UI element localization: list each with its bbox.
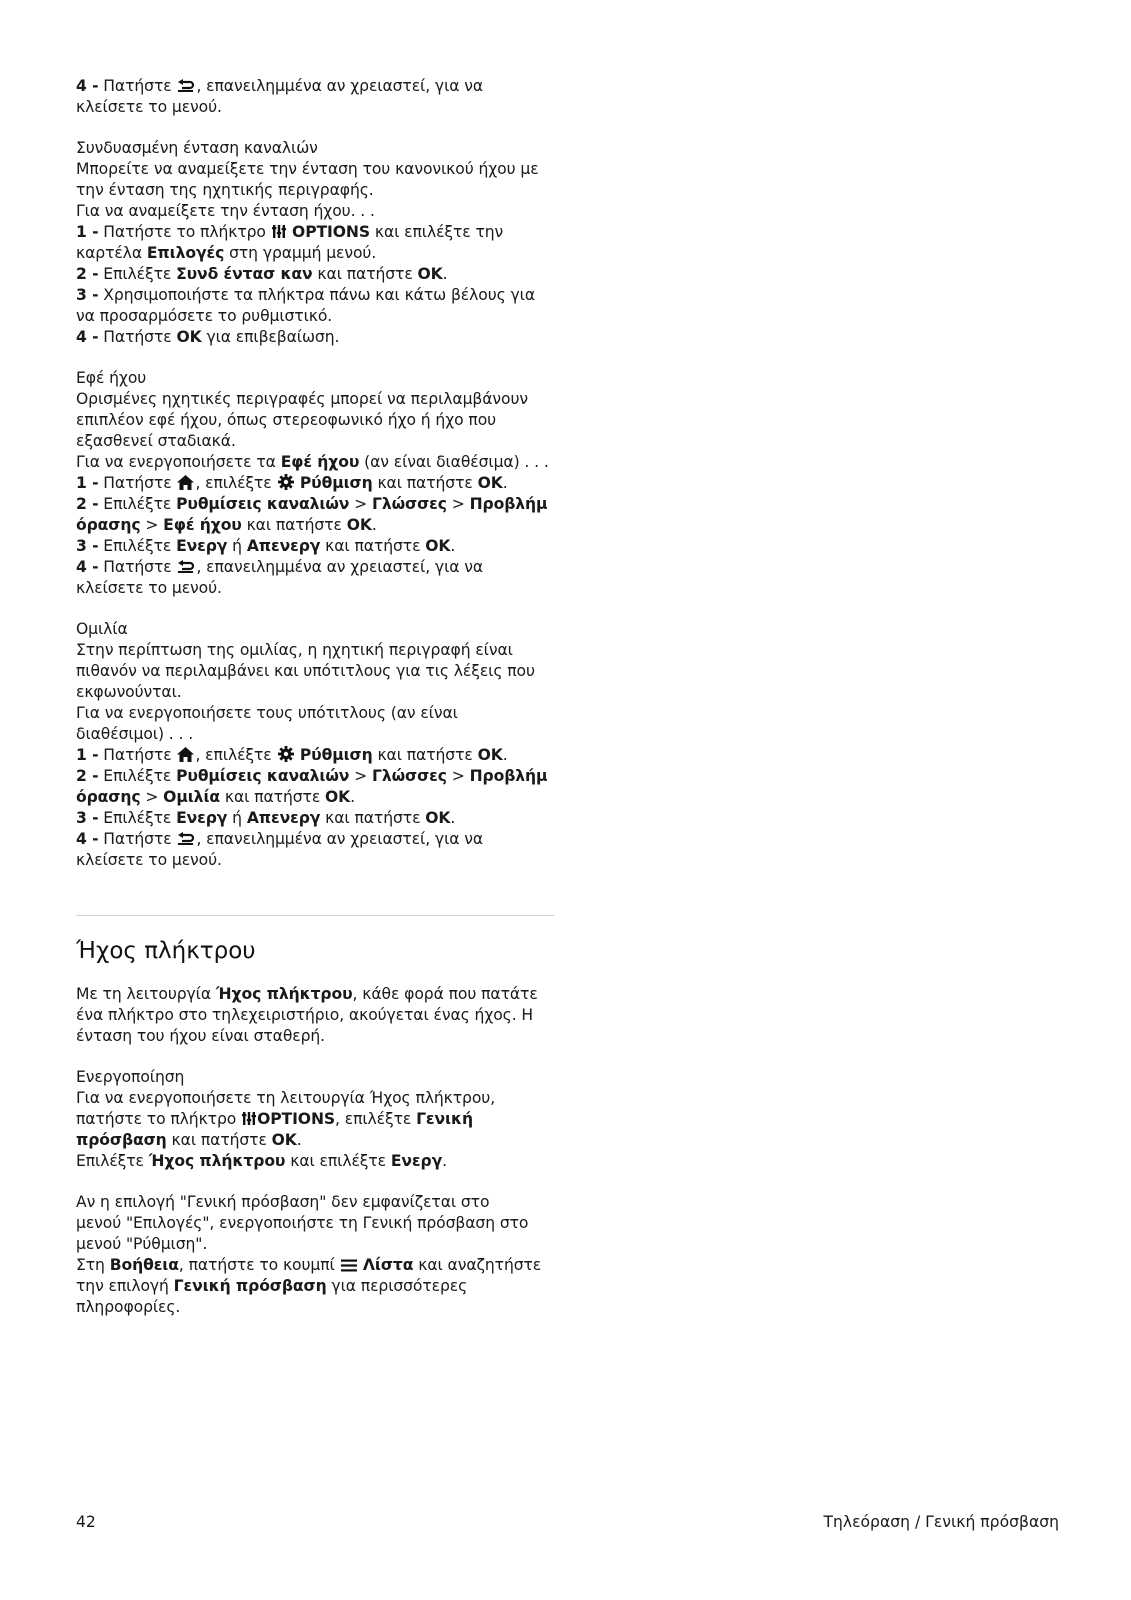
page-body <box>76 76 558 1338</box>
settings-gear-icon <box>278 746 294 762</box>
subsection-title: Ενεργοποίηση <box>76 1068 185 1086</box>
settings-gear-icon <box>278 474 294 490</box>
step-line: 4 - Πατήστε , επανειλημμένα αν χρειαστεί, για να <box>76 77 484 95</box>
home-icon <box>177 475 194 490</box>
section-heading: Ήχος πλήκτρου <box>76 938 256 964</box>
section-sound-effects: Εφέ ήχου Ορισμένες ηχητικές περιγραφές μπορεί να περιλαμβάνουν επιπλέον εφέ ήχου, όπως στερεοφωνικό ήχο ή ήχο που εξασθενεί σταδιακά. Για να ενεργοποιήσετε τα Εφέ ήχου (αν είναι διαθέσιμα) . . . 1 - Πατήστε , επιλέξτε Ρύθμιση και πατήστε OK. 2 - Επιλέξτε Ρυθμίσεις καναλιών > Γλώσσες > Προβλήμ όρασης > Εφέ ήχου και πατήστε OK. 3 - Επιλέξτε Ενεργ ή Απενεργ και πατήστε OK. 4 - Πατήστε , επανειλημμένα αν χρειαστεί, για να κλείσετε το μενού. <box>76 368 558 599</box>
subsection-title: Εφέ ήχου <box>76 369 147 387</box>
step-line: 3 - Επιλέξτε Ενεργ ή Απενεργ και πατήστε OK. <box>76 809 456 827</box>
step-line: 2 - Επιλέξτε Ρυθμίσεις καναλιών > Γλώσσες > Προβλήμ <box>76 495 548 513</box>
options-icon <box>242 1111 256 1126</box>
page-number: 42 <box>76 1513 96 1531</box>
step-line: 1 - Πατήστε το πλήκτρο OPTIONS και επιλέξτε την <box>76 223 504 241</box>
section-mixed-volume: Συνδυασμένη ένταση καναλιών Μπορείτε να αναμείξετε την ένταση του κανονικού ήχου με την ένταση της ηχητικής περιγραφής. Για να αναμείξετε την ένταση ήχου. . . 1 - Πατήστε το πλήκτρο OPTIONS και επιλέξτε την καρτέλα Επιλογές στη γραμμή μενού. 2 - Επιλέξτε Συνδ έντασ καν και πατήστε OK. 3 - Χρησιμοποιήστε τα πλήκτρα πάνω και κάτω βέλους για να προσαρμόσετε το ρυθμιστικό. 4 - Πατήστε OK για επιβεβαίωση. <box>76 138 558 348</box>
footer-section-title: Τηλεόραση / Γενική πρόσβαση <box>823 1513 1059 1531</box>
section-divider <box>76 915 554 916</box>
step-line: 4 - Πατήστε , επανειλημμένα αν χρειαστεί, για να <box>76 558 484 576</box>
section-close-menu: 4 - Πατήστε , επανειλημμένα αν χρειαστεί, για να κλείσετε το μενού. <box>76 76 558 118</box>
step-line: 4 - Πατήστε , επανειλημμένα αν χρειαστεί, για να <box>76 830 484 848</box>
section-accessibility-note: Αν η επιλογή "Γενική πρόσβαση" δεν εμφανίζεται στο μενού "Επιλογές", ενεργοποιήστε τη Γενική πρόσβαση στο μενού "Ρύθμιση". Στη Βοήθεια, πατήστε το κουμπί Λίστα και αναζητήστε την επιλογή Γενική πρόσβαση για περισσότερες πληροφορίες. <box>76 1193 542 1316</box>
back-icon <box>177 560 195 574</box>
subsection-title: Συνδυασμένη ένταση καναλιών <box>76 139 318 157</box>
section-speech: Ομιλία Στην περίπτωση της ομιλίας, η ηχητική περιγραφή είναι πιθανόν να περιλαμβάνει και υπότιτλους για τις λέξεις που εκφωνούνται. Για να ενεργοποιήσετε τους υπότιτλους (αν είναι διαθέσιμοι) . . . 1 - Πατήστε , επιλέξτε Ρύθμιση και πατήστε OK. 2 - Επιλέξτε Ρυθμίσεις καναλιών > Γλώσσες > Προβλήμ όρασης > Ομιλία και πατήστε OK. 3 - Επιλέξτε Ενεργ ή Απενεργ και πατήστε OK. 4 - Πατήστε , επανειλημμένα αν χρειαστεί, για να κλείσετε το μενού. <box>76 619 558 871</box>
step-line: 2 - Επιλέξτε Συνδ έντασ καν και πατήστε OK. <box>76 265 448 283</box>
section-key-beep-intro: Με τη λειτουργία Ήχος πλήκτρου, κάθε φορά που πατάτε ένα πλήκτρο στο τηλεχειριστήριο, ακούγεται ένας ήχος. Η ένταση του ήχου είναι σταθερή. <box>76 985 538 1045</box>
list-icon <box>341 1259 357 1272</box>
section-activation: Ενεργοποίηση Για να ενεργοποιήσετε τη λειτουργία Ήχος πλήκτρου, πατήστε το πλήκτρο OPTIONS, επιλέξτε Γενική πρόσβαση και πατήστε OK. Επιλέξτε Ήχος πλήκτρου και επιλέξτε Ενεργ. <box>76 1067 558 1172</box>
back-icon <box>177 79 195 93</box>
step-line: 3 - Επιλέξτε Ενεργ ή Απενεργ και πατήστε OK. <box>76 537 456 555</box>
step-line: 2 - Επιλέξτε Ρυθμίσεις καναλιών > Γλώσσες > Προβλήμ <box>76 767 548 785</box>
options-icon <box>272 224 286 239</box>
subsection-title: Ομιλία <box>76 620 128 638</box>
step-line: 3 - Χρησιμοποιήστε τα πλήκτρα πάνω και κάτω βέλους για <box>76 286 536 304</box>
step-line: 1 - Πατήστε , επιλέξτε Ρύθμιση και πατήστε OK. <box>76 474 508 492</box>
step-line: 4 - Πατήστε OK για επιβεβαίωση. <box>76 328 340 346</box>
step-line: 1 - Πατήστε , επιλέξτε Ρύθμιση και πατήστε OK. <box>76 746 508 764</box>
back-icon <box>177 832 195 846</box>
home-icon <box>177 747 194 762</box>
